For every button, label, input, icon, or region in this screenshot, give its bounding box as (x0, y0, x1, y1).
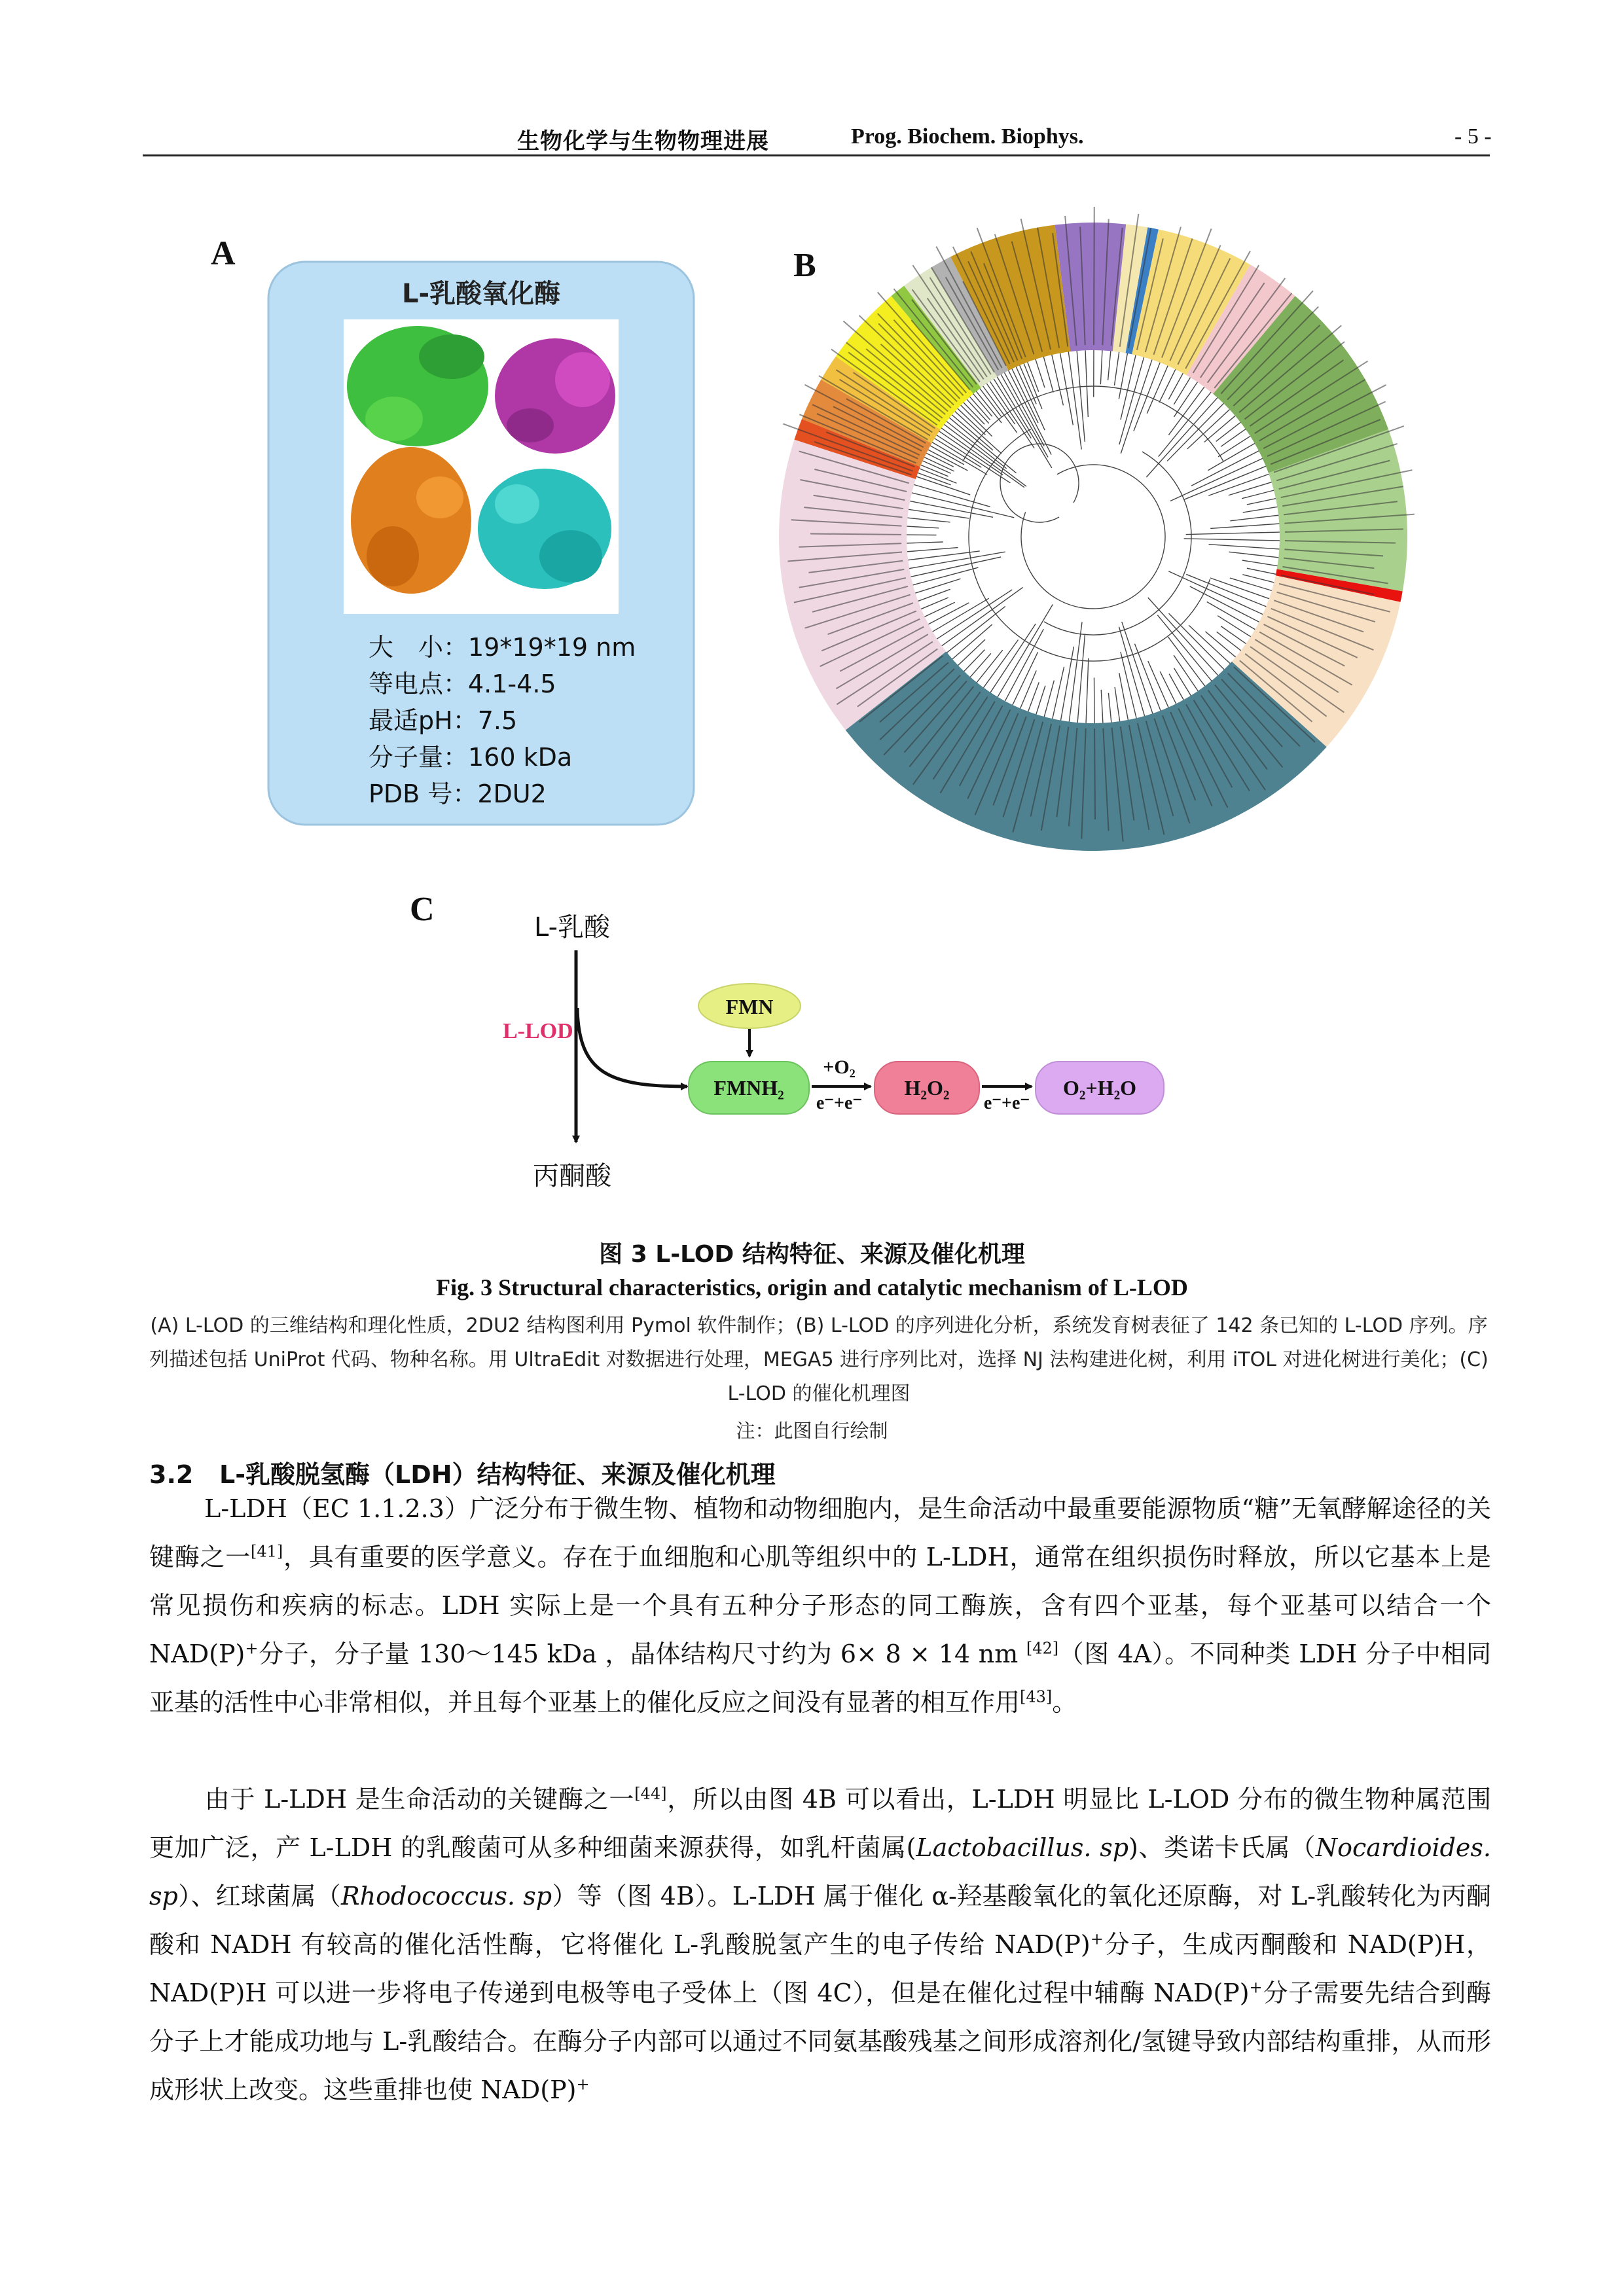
figure-caption-description: (A) L-LOD 的三维结构和理化性质，2DU2 结构图利用 Pymol 软件制作；(B) L-LOD 的序列进化分析，系统发育树表征了 142 条已知的 L-LOD 序列。序列描述包括 UniProt 代码、物种名称。用 UltraEdit 对数据进行处理，MEGA5 进行序列比对，选择 NJ 法构建进化树，利用 iTOL 对进化树进行美化；(C) L-LOD 的催化机理图 (149, 1314, 1489, 1405)
electron-transfer-arrow (577, 1008, 687, 1086)
catalytic-mechanism-diagram (503, 912, 1164, 1191)
substrate-label: L-乳酸 (533, 912, 611, 942)
svg-text:H₂O₂: H₂O₂ (904, 1076, 950, 1100)
panel-a-pi: 等电点：4.1-4.5 (369, 670, 556, 698)
protein-structure-image (344, 319, 619, 614)
svg-text:O₂+H₂O: O₂+H₂O (1062, 1076, 1137, 1100)
enzyme-label: L-LOD (503, 1019, 573, 1043)
section-number: 3.2 (149, 1460, 194, 1489)
panel-a-ph: 最适pH：7.5 (369, 706, 518, 735)
paragraph-1: L-LDH（EC 1.1.2.3）广泛分布于微生物、植物和动物细胞内，是生命活动中最重要能源物质“糖”无氧酵解途径的关键酶之一[41]，具有重要的医学意义。存在于血细胞和心肌等组织中的 L-LDH，通常在组织损伤时释放，所以它基本上是常见损伤和疾病的标志。LDH 实际上是一个具有五种分子形态的同工酶族，含有四个亚基，每个亚基可以结合一个 NAD(P)+分子，分子量 130～145 kDa ，晶体结构尺寸约为 6× 8 × 14 nm [42]（图 4A）。不同种类 LDH 分子中相同亚基的活性中心非常相似，并且每个亚基上的催化反应之间没有显著的相互作用[43]。 (149, 1494, 1491, 1717)
svg-text:FMNH₂: FMNH₂ (713, 1076, 784, 1100)
product-label: 丙酮酸 (533, 1161, 611, 1191)
step1-bottom-label: e⁻+e⁻ (816, 1093, 863, 1113)
journal-title-en: Prog. Biochem. Biophys. (851, 124, 1084, 149)
leaf-label (1094, 728, 1095, 819)
paragraph-2: 由于 L-LDH 是生命活动的关键酶之一[44]，所以由图 4B 可以看出，L-LDH 明显比 L-LOD 分布的微生物种属范围更加广泛，产 L-LDH 的乳酸菌可从多种细菌来源获得，如乳杆菌属(Lactobacillus. sp)、类诺卡氏属（Nocardioides. sp）、红球菌属（Rhodococcus. sp）等（图 4B）。L-LDH 属于催化 α-羟基酸氧化的氧化还原酶，对 L-乳酸转化为丙酮酸和 NADH 有较高的催化活性酶，它将催化 L-乳酸脱氢产生的电子传给 NAD(P)+分子，生成丙酮酸和 NAD(P)H，NAD(P)H 可以进一步将电子传递到电极等电子受体上（图 4C），但是在催化过程中辅酶 NAD(P)+分子需要先结合到酶分子上才能成功地与 L-乳酸结合。在酶分子内部可以通过不同氨基酸残基之间形成溶剂化/氢键导致内部结构重排，从而形成形状上改变。这些重排也使 NAD(P)+ (149, 1784, 1491, 2104)
figure-caption-en: Fig. 3 Structural characteristics, origin and catalytic mechanism of L-LOD (436, 1274, 1188, 1300)
step2-label: e⁻+e⁻ (983, 1093, 1030, 1113)
panel-b-letter: B (793, 247, 816, 284)
journal-title-cn: 生物化学与生物物理进展 (517, 128, 769, 154)
phylogenetic-tree (779, 207, 1415, 851)
panel-a-letter: A (211, 235, 236, 272)
step1-top-label: +O₂ (823, 1056, 856, 1078)
figure-caption-cn: 图 3 L-LOD 结构特征、来源及催化机理 (599, 1241, 1025, 1268)
figure-caption-note: 注：此图自行绘制 (736, 1420, 888, 1442)
section-title: L-乳酸脱氢酶（LDH）结构特征、来源及催化机理 (219, 1460, 776, 1489)
panel-a-title: L-乳酸氧化酶 (401, 279, 561, 309)
panel-a-mw: 分子量：160 kDa (369, 743, 573, 772)
panel-a-pdb: PDB 号：2DU2 (369, 780, 547, 808)
svg-text:FMN: FMN (725, 995, 774, 1018)
page-number: - 5 - (1454, 124, 1492, 149)
panel-c-letter: C (410, 891, 435, 928)
panel-a-size: 大 小：19*19*19 nm (369, 633, 636, 662)
